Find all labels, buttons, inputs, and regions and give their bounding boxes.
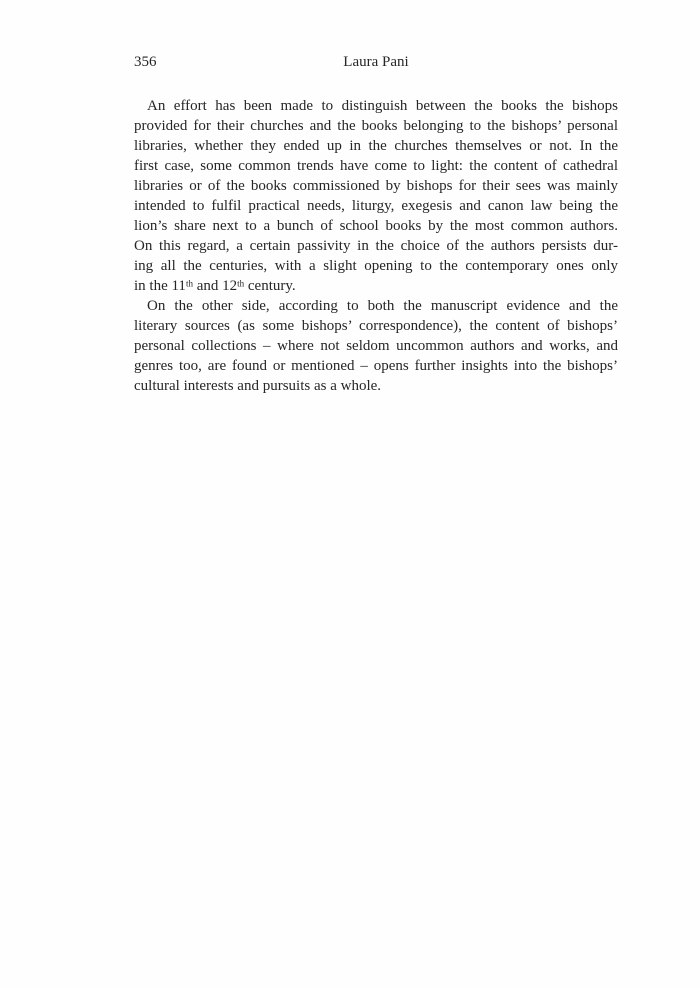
- paragraph-2-lines: [134, 296, 618, 376]
- paragraph-1-lines: [134, 96, 618, 276]
- page-header: [134, 52, 618, 72]
- text-line: libraries or of the books commissioned by bishops for their sees was mainly: [134, 178, 618, 194]
- page-number: 356: [134, 54, 157, 70]
- text-line: ing all the centuries, with a slight opening to the contemporary ones only: [134, 258, 618, 274]
- text-line: lion’s share next to a bunch of school books by the most common authors.: [134, 218, 618, 234]
- text-line: An effort has been made to distinguish between the books the bishops: [147, 98, 618, 114]
- text-line: cultural interests and pursuits as a whole.: [134, 378, 382, 394]
- text-line: intended to fulfil practical needs, liturgy, exegesis and canon law being the: [134, 198, 618, 214]
- text-line: provided for their churches and the books belonging to the bishops’ personal: [134, 118, 618, 134]
- body-text: [134, 96, 618, 396]
- text-line: libraries, whether they ended up in the churches themselves or not. In the: [134, 138, 618, 154]
- text-line: [134, 276, 618, 296]
- paragraph-2: [134, 296, 618, 396]
- text-line: personal collections – where not seldom uncommon authors and works, and: [134, 338, 618, 354]
- paragraph-1: [134, 96, 618, 296]
- running-title: Laura Pani: [343, 54, 409, 70]
- ordinal-superscript: th: [237, 278, 245, 289]
- text-segment: in the 11: [134, 278, 186, 294]
- text-segment: and 12: [192, 278, 238, 294]
- text-line: genres too, are found or mentioned – opens further insights into the bishops’: [134, 358, 618, 374]
- text-line: On this regard, a certain passivity in the choice of the authors persists dur-: [134, 238, 618, 254]
- text-line: first case, some common trends have come to light: the content of cathedral: [134, 158, 618, 174]
- ordinal-superscript: th: [185, 278, 193, 289]
- text-line: On the other side, according to both the manuscript evidence and the: [147, 298, 618, 314]
- text-line: literary sources (as some bishops’ correspondence), the content of bishops’: [134, 318, 618, 334]
- text-segment: century.: [244, 278, 296, 294]
